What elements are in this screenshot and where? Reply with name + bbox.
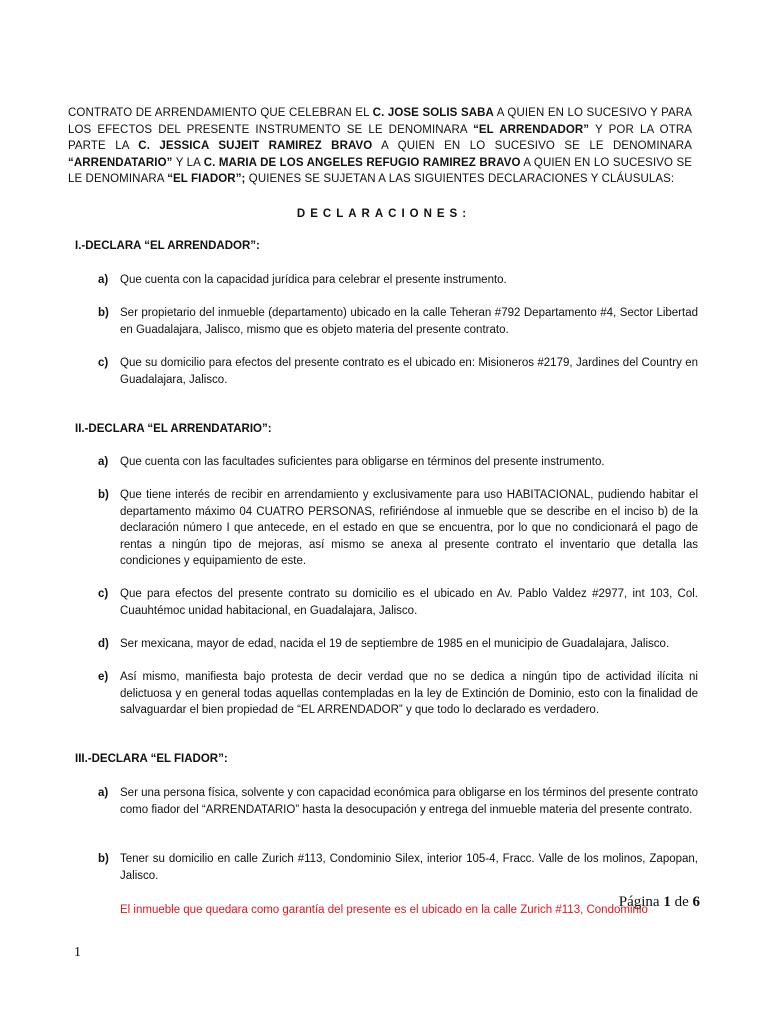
item-label: b) <box>98 853 109 865</box>
item-text: Ser propietario del inmueble (departamento) ubicado en la calle Teheran #792 Departamento #4, Sector Libertad en Guadalajara, Jalisco, mismo que es objeto materia del presente contrato. <box>120 307 698 336</box>
item-label: c) <box>98 588 109 600</box>
item-label: b) <box>98 307 109 319</box>
fiador-alias: “EL FIADOR”; <box>167 173 246 186</box>
intro-text-5: Y LA <box>172 156 204 169</box>
arrendatario-name: C. JESSICA SUJEIT RAMIREZ BRAVO <box>138 140 373 153</box>
item-label: a) <box>98 274 109 286</box>
page-indicator <box>619 894 700 911</box>
intro-text-4: A QUIEN EN LO SUCESIVO SE LE DENOMINARA <box>372 140 692 153</box>
page-current: 1 <box>663 894 671 910</box>
intro-text-7: QUIENES SE SUJETAN A LAS SIGUIENTES DECLARACIONES Y CLÁUSULAS: <box>245 173 675 186</box>
item-label: e) <box>98 671 109 683</box>
declaraciones-heading: DECLARACIONES: <box>296 208 472 220</box>
item-label: b) <box>98 489 109 501</box>
item-label: c) <box>98 357 109 369</box>
section-title-arrendatario: II.-DECLARA “EL ARRENDATARIO”: <box>75 423 272 435</box>
arrendador-name: C. JOSE SOLIS SABA <box>372 107 494 119</box>
item-text: Que cuenta con las facultades suficientes para obligarse en términos del presente instrumento. <box>120 456 605 468</box>
intro-text-6: A QUIEN EN LO SUCESIVO SE LE DENOMINARA <box>68 156 693 186</box>
item-text: Ser mexicana, mayor de edad, nacida el 19 de septiembre de 1985 en el municipio de Guadalajara, Jalisco. <box>120 638 670 650</box>
intro-text-1: CONTRATO DE ARRENDAMIENTO QUE CELEBRAN EL <box>68 107 373 119</box>
item-text: Que tiene interés de recibir en arrendamiento y exclusivamente para uso HABITACIONAL, pudiendo habitar el departamento máximo 04 CUATRO PERSONAS, refiriéndose al inmueble que se describe en el inciso b) de la declaración número I que antecede, en el estado en que se encuentra, por lo que no condicionará el pago de rentas a ningún tipo de mejoras, así mismo se anexa al presente contrato el inventario que detalla las condiciones y equipamiento de este. <box>120 489 698 568</box>
intro-text-3: Y POR LA OTRA PARTE LA <box>68 123 692 153</box>
item-label: d) <box>98 638 109 650</box>
item-text: Que cuenta con la capacidad jurídica para celebrar el presente instrumento. <box>120 274 507 286</box>
item-text: Que su domicilio para efectos del presente contrato es el ubicado en: Misioneros #2179, Jardines del Country en Guadalajara, Jalisco. <box>120 357 698 386</box>
section-title-arrendador: I.-DECLARA “EL ARRENDADOR”: <box>75 240 260 252</box>
section-title-fiador: III.-DECLARA “EL FIADOR”: <box>75 753 228 765</box>
item-label: a) <box>98 456 109 468</box>
intro-text-2: A QUIEN EN LO SUCESIVO Y PARA LOS EFECTOS DEL PRESENTE INSTRUMENTO SE LE DENOMINARA <box>68 107 692 136</box>
contract-intro <box>68 105 692 188</box>
footer-line-number: 1 <box>74 945 81 960</box>
item-text: Así mismo, manifiesta bajo protesta de decir verdad que no se dedica a ningún tipo de actividad ilícita ni delictuosa y en general todas aquellas contempladas en la ley de Extinción de Dominio, esto con la finalidad de salvaguardar el bien propiedad de “EL ARRENDADOR” y que todo lo declarado es verdadero. <box>120 671 698 717</box>
arrendador-alias: “EL ARRENDADOR” <box>473 123 590 136</box>
item-label: a) <box>98 787 109 799</box>
item-text: Que para efectos del presente contrato su domicilio es el ubicado en Av. Pablo Valdez #2977, int 103, Col. Cuauhtémoc unidad habitacional, en Guadalajara, Jalisco. <box>120 588 698 617</box>
item-text: Tener su domicilio en calle Zurich #113, Condominio Silex, interior 105-4, Fracc. Valle de los molinos, Zapopan, Jalisco. <box>120 853 698 882</box>
fiador-name: C. MARIA DE LOS ANGELES REFUGIO RAMIREZ BRAVO <box>203 156 521 169</box>
arrendatario-alias: “ARRENDATARIO” <box>68 156 173 169</box>
page-word: Página <box>618 894 660 910</box>
page-of: de <box>674 894 689 910</box>
item-text: Ser una persona física, solvente y con capacidad económica para obligarse en los términos del presente contrato como fiador del “ARRENDATARIO” hasta la desocupación y entrega del inmueble materia del presente contrato. <box>120 787 698 816</box>
page-total: 6 <box>692 894 700 910</box>
guarantee-note-text: El inmueble que quedara como garantía del presente es el ubicado en la calle Zurich #113, Condominio <box>120 904 648 916</box>
